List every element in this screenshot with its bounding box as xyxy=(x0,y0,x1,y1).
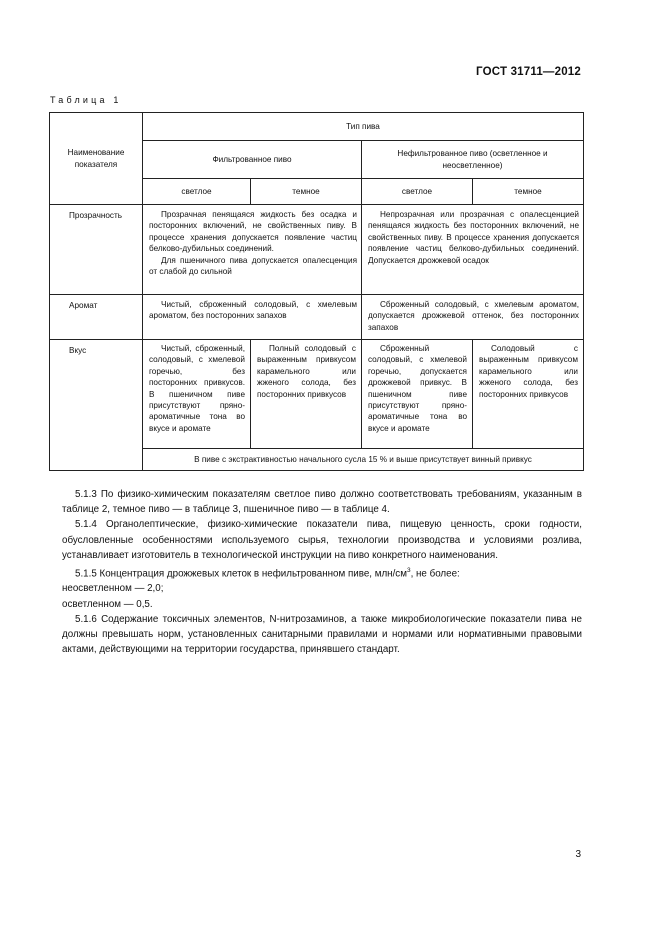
paragraph-5-1-4: 5.1.4 Органолептические, физико-химические показатели пива, пищевую ценность, сроки годности, обусловленные особенностями используемого сырья, технологии производства и условиями розлива, устанавливает изготовитель в технологической инструкции на пиво конкретного наименования. xyxy=(62,519,582,561)
clarified-limit: осветленном — 0,5. xyxy=(62,598,153,610)
taste-unfiltered-dark xyxy=(473,340,584,449)
header-indicator: Наименование показателя xyxy=(50,113,143,205)
body-text xyxy=(62,487,582,658)
aroma-unfiltered-text: Сброженный солодовый, с хмелевым ароматом, допускается дрожжевой оттенок, без посторонних запахов xyxy=(368,300,579,332)
document-standard-header: ГОСТ 31711—2012 xyxy=(476,66,581,78)
taste-filtered-light xyxy=(143,340,251,449)
header-beer-type: Тип пива xyxy=(143,113,584,141)
paragraph-5-1-5-text: 5.1.5 Концентрация дрожжевых клеток в нефильтрованном пиве, млн/см xyxy=(75,568,407,580)
row-name-taste: Вкус xyxy=(50,340,143,471)
taste-filtered-light-text: Чистый, сброженный, солодовый, с хмелевой горечью, без посторонних привкусов. В пшеничном пиве присутствуют пряно-ароматичные тона во вкусе и аромате xyxy=(149,344,245,433)
header-filtered-light: светлое xyxy=(143,179,251,205)
header-unfiltered-light: светлое xyxy=(362,179,473,205)
page-number: 3 xyxy=(575,849,581,860)
taste-unfiltered-dark-text: Солодовый с выраженным привкусом карамельного или жженого солода, без посторонних привкусов xyxy=(479,344,578,399)
taste-note: В пиве с экстрактивностью начального сусла 15 % и выше присутствует винный привкус xyxy=(143,449,584,471)
header-unfiltered-dark: темное xyxy=(473,179,584,205)
header-filtered-dark: темное xyxy=(251,179,362,205)
paragraph-5-1-3: 5.1.3 По физико-химическим показателям светлое пиво должно соответствовать требованиям, указанным в таблице 2, темное пиво — в таблице 3, пшеничное пиво — в таблице 4. xyxy=(62,489,582,516)
clarity-unfiltered-text: Непрозрачная или прозрачная с опалесценцией пенящаяся жидкость без посторонних включений, не свойственных пиву. В процессе хранения допускается появление частиц белково-дубильных соединений. Допускается дрожжевой осадок xyxy=(368,210,579,265)
aroma-unfiltered xyxy=(362,295,584,340)
clarity-filtered-text-1: Прозрачная пенящаяся жидкость без осадка и посторонних включений, не свойственных пиву. В процессе хранения допускается появление частиц белково-дубильных соединений. xyxy=(149,210,357,254)
table-caption: Таблица 1 xyxy=(50,95,122,105)
taste-filtered-dark-text: Полный солодовый с выраженным привкусом карамельного или жженого солода, без посторонних привкусов xyxy=(257,344,356,399)
paragraph-5-1-5-tail: , не более: xyxy=(410,568,460,580)
aroma-filtered xyxy=(143,295,362,340)
paragraph-5-1-5 xyxy=(62,563,582,581)
clarity-filtered xyxy=(143,205,362,295)
taste-unfiltered-light-text: Сброженный солодовый, с хмелевой горечью, допускается дрожжевой привкус. В пшеничном пиве присутствуют пряно-ароматичные тона во вкусе и аромате xyxy=(368,344,467,433)
organoleptic-table xyxy=(49,112,584,471)
taste-filtered-dark xyxy=(251,340,362,449)
paragraph-5-1-6: 5.1.6 Содержание токсичных элементов, N-нитрозаминов, а также микробиологические показатели пива не должны превышать норм, установленных санитарными правилами и нормами или нормативными правовыми актами, действующими на территории государства, принявшего стандарт. xyxy=(62,613,582,656)
clarity-filtered-text-2: Для пшеничного пива допускается опалесценция от слабой до сильной xyxy=(149,255,357,277)
row-name-aroma: Аромат xyxy=(50,295,143,340)
clarity-unfiltered xyxy=(362,205,584,295)
row-name-clarity: Прозрачность xyxy=(50,205,143,295)
aroma-filtered-text: Чистый, сброженный солодовый, с хмелевым ароматом, без посторонних запахов xyxy=(149,300,357,321)
unclarified-limit: неосветленном — 2,0; xyxy=(62,583,164,595)
header-unfiltered: Нефильтрованное пиво (осветленное и неосветленное) xyxy=(362,141,584,179)
header-filtered: Фильтрованное пиво xyxy=(143,141,362,179)
taste-unfiltered-light xyxy=(362,340,473,449)
unit-superscript: 3 xyxy=(406,567,411,575)
